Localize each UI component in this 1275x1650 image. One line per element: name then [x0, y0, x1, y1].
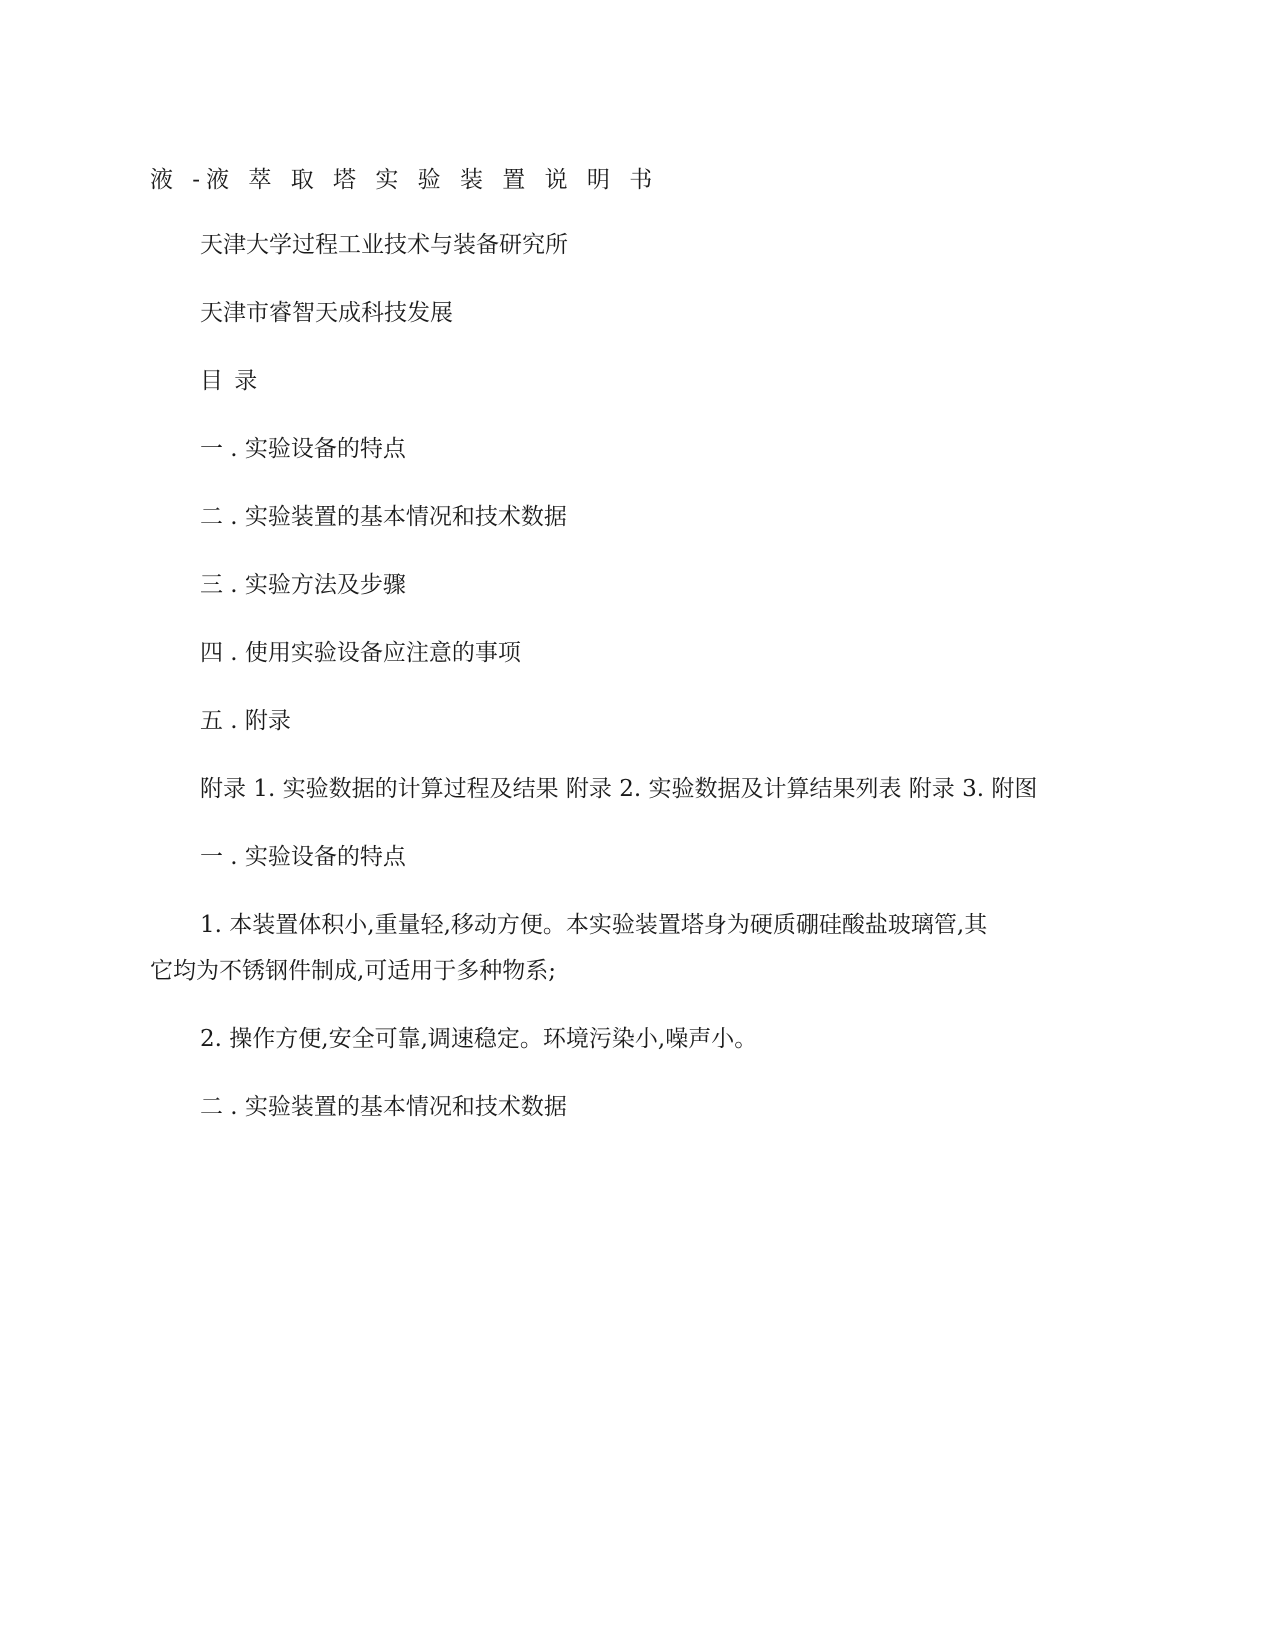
toc-item: 五 . 附录 — [200, 708, 291, 734]
toc-item: 二 . 实验装置的基本情况和技术数据 — [200, 504, 567, 530]
section-heading: 二 . 实验装置的基本情况和技术数据 — [200, 1094, 567, 1120]
toc-item: 四 . 使用实验设备应注意的事项 — [200, 640, 521, 666]
toc-item: 三 . 实验方法及步骤 — [200, 572, 406, 598]
toc-heading: 目 录 — [200, 368, 260, 394]
paragraph-line: 它均为不锈钢件制成,可适用于多种物系; — [150, 958, 557, 984]
paragraph-line: 2. 操作方便,安全可靠,调速稳定。环境污染小,噪声小。 — [200, 1026, 758, 1052]
toc-item: 一 . 实验设备的特点 — [200, 436, 406, 462]
document-title: 液 -液 萃 取 塔 实 验 装 置 说 明 书 — [150, 167, 659, 193]
appendix-list: 附录 1. 实验数据的计算过程及结果 附录 2. 实验数据及计算结果列表 附录 3. 附图 — [200, 776, 1038, 802]
company-name: 天津市睿智天成科技发展 — [200, 300, 453, 326]
paragraph-line: 1. 本装置体积小,重量轻,移动方便。本实验装置塔身为硬质硼硅酸盐玻璃管,其 — [200, 912, 988, 938]
institution-name: 天津大学过程工业技术与装备研究所 — [200, 232, 568, 258]
section-heading: 一 . 实验设备的特点 — [200, 844, 406, 870]
